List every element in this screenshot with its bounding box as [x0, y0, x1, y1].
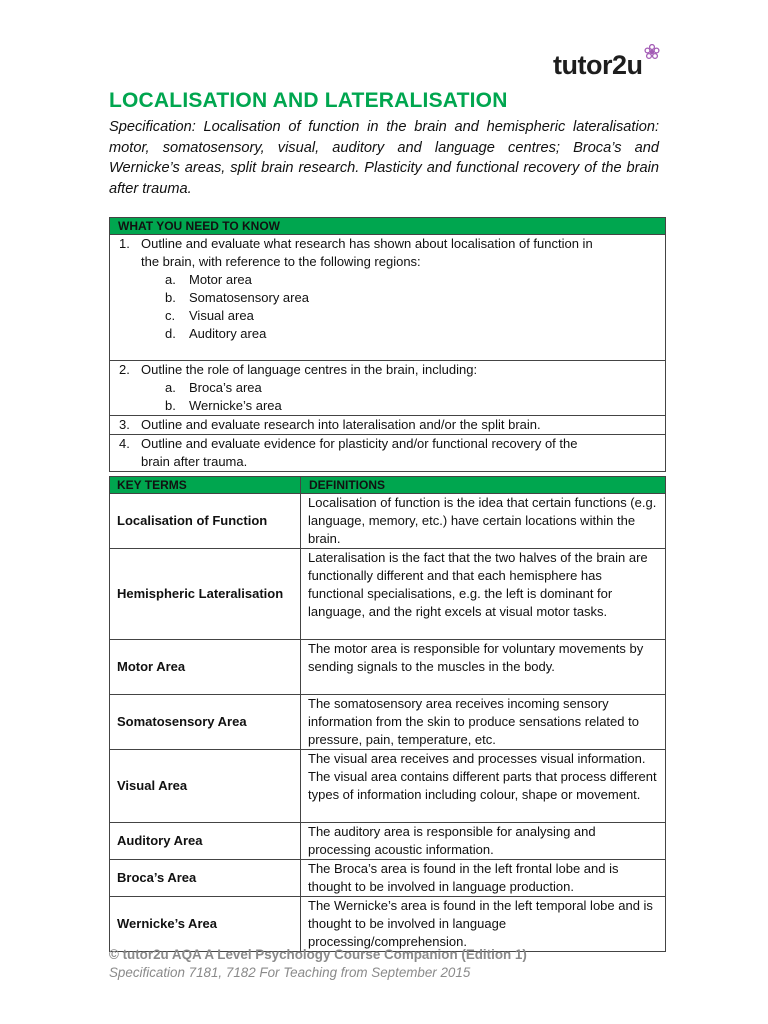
- table-row: [110, 640, 666, 695]
- key-term: Auditory Area: [110, 823, 301, 860]
- table-row: [110, 823, 666, 860]
- sub-item: d. Auditory area: [165, 326, 267, 341]
- table-row: [110, 494, 666, 549]
- copyright-footer: © tutor2u AQA A Level Psychology Course Companion (Edition 1): [109, 947, 527, 962]
- table-row: [110, 860, 666, 897]
- item-number: 2.: [119, 362, 130, 377]
- item-text: Outline and evaluate research into lateralisation and/or the split brain.: [141, 417, 541, 432]
- sub-item: b. Wernicke’s area: [165, 398, 282, 413]
- definition: The auditory area is responsible for analysing and processing acoustic information.: [301, 823, 666, 860]
- tutor2u-logo: [553, 44, 663, 80]
- definition: The Wernicke’s area is found in the left temporal lobe and is thought to be involved in language processing/comprehension.: [301, 897, 666, 952]
- sub-item: c. Visual area: [165, 308, 254, 323]
- definition: Lateralisation is the fact that the two halves of the brain are functionally different and that each hemisphere has functional specialisations, e.g. the left is dominant for language, and the right excels at visual motor tasks.: [301, 549, 666, 640]
- table-row: [110, 750, 666, 823]
- key-terms-table: [109, 476, 666, 952]
- specification-text: Specification: Localisation of function in the brain and hemispheric lateralisation: motor, somatosensory, visual, auditory and language centres; Broca’s and Wernicke’s areas, split brain research. Plasticity and functional recovery of the brain after trauma.: [109, 119, 659, 198]
- sub-item: b. Somatosensory area: [165, 290, 309, 305]
- item-text-continued: the brain, with reference to the following regions:: [141, 254, 421, 269]
- definition: The somatosensory area receives incoming sensory information from the skin to produce sensations related to pressure, pain, temperature, etc.: [301, 695, 666, 750]
- sub-item: a. Motor area: [165, 272, 252, 287]
- specification-footer: Specification 7181, 7182 For Teaching from September 2015: [109, 965, 471, 980]
- need-to-know-item-1: [110, 235, 666, 361]
- table-row: [110, 695, 666, 750]
- key-terms-header-row: [110, 477, 666, 494]
- definition: The motor area is responsible for voluntary movements by sending signals to the muscles in the body.: [301, 640, 666, 695]
- table-row: [110, 897, 666, 952]
- logo-text: tutor2u: [553, 50, 643, 80]
- key-term: Hemispheric Lateralisation: [110, 549, 301, 640]
- key-term: Wernicke’s Area: [110, 897, 301, 952]
- need-to-know-item-3: [110, 416, 666, 435]
- need-to-know-item-4: [110, 435, 666, 472]
- key-term: Broca’s Area: [110, 860, 301, 897]
- item-text: Outline and evaluate evidence for plasticity and/or functional recovery of the: [141, 436, 578, 451]
- need-to-know-table: [109, 217, 666, 472]
- definition: The Broca’s area is found in the left frontal lobe and is thought to be involved in language production.: [301, 860, 666, 897]
- item-number: 4.: [119, 436, 130, 451]
- need-to-know-heading: WHAT YOU NEED TO KNOW: [110, 218, 666, 235]
- item-text: Outline the role of language centres in the brain, including:: [141, 362, 478, 377]
- definition: Localisation of function is the idea that certain functions (e.g. language, memory, etc.) have certain locations within the brain.: [301, 494, 666, 549]
- page-title: LOCALISATION AND LATERALISATION: [109, 89, 508, 112]
- key-terms-heading: KEY TERMS: [110, 477, 301, 494]
- flower-icon: [641, 44, 663, 60]
- item-number: 3.: [119, 417, 130, 432]
- need-to-know-header-row: [110, 218, 666, 235]
- item-text: Outline and evaluate what research has shown about localisation of function in: [141, 236, 593, 251]
- definitions-heading: DEFINITIONS: [301, 477, 666, 494]
- item-number: 1.: [119, 236, 130, 251]
- table-row: [110, 549, 666, 640]
- need-to-know-item-2: [110, 361, 666, 416]
- definition: The visual area receives and processes visual information. The visual area contains different parts that process different types of information including colour, shape or movement.: [301, 750, 666, 823]
- item-text-continued: brain after trauma.: [141, 454, 248, 469]
- key-term: Motor Area: [110, 640, 301, 695]
- key-term: Localisation of Function: [110, 494, 301, 549]
- sub-item: a. Broca’s area: [165, 380, 262, 395]
- key-term: Somatosensory Area: [110, 695, 301, 750]
- key-term: Visual Area: [110, 750, 301, 823]
